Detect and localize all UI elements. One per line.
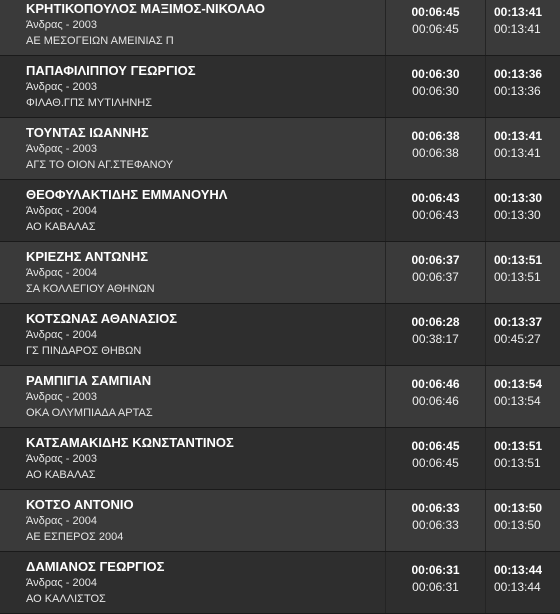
split-1-time: 00:06:31 <box>411 563 460 577</box>
athlete-gender-year: Άνδρας - 2004 <box>26 577 97 589</box>
athlete-club: ΑΓΣ ΤΟ ΟΙΟΝ ΑΓ.ΣΤΕΦΑΝΟΥ <box>26 159 174 171</box>
athlete-club: ΑΟ ΚΑΛΛΙΣΤΟΣ <box>26 593 106 605</box>
split-2-cumulative: 00:13:51 <box>494 270 541 284</box>
split-1-column <box>386 242 486 303</box>
athlete-info <box>0 242 386 303</box>
athlete-info <box>0 0 386 55</box>
split-2-cumulative: 00:45:27 <box>494 332 541 346</box>
athlete-info <box>0 180 386 241</box>
athlete-name[interactable]: ΚΟΤΣΟ ΑΝΤΟΝΙΟ <box>26 497 134 512</box>
athlete-info <box>0 56 386 117</box>
athlete-club: ΑΟ ΚΑΒΑΛΑΣ <box>26 469 96 481</box>
split-2-time: 00:13:30 <box>494 191 543 205</box>
split-2-time: 00:13:36 <box>494 67 543 81</box>
athlete-gender-year: Άνδρας - 2004 <box>26 515 97 527</box>
athlete-gender-year: Άνδρας - 2004 <box>26 329 97 341</box>
athlete-club: ΑΕ ΜΕΣΟΓΕΙΩΝ ΑΜΕΙΝΙΑΣ Π <box>26 35 174 47</box>
athlete-club: ΑΟ ΚΑΒΑΛΑΣ <box>26 221 96 233</box>
athlete-gender-year: Άνδρας - 2003 <box>26 453 97 465</box>
split-1-column <box>386 428 486 489</box>
split-2-time: 00:13:41 <box>494 5 543 19</box>
split-2-time: 00:13:51 <box>494 253 543 267</box>
split-1-cumulative: 00:06:45 <box>412 456 459 470</box>
split-1-cumulative: 00:06:46 <box>412 394 459 408</box>
split-1-cumulative: 00:06:31 <box>412 580 459 594</box>
split-2-cumulative: 00:13:36 <box>494 84 541 98</box>
split-1-time: 00:06:30 <box>411 67 460 81</box>
result-row[interactable] <box>0 180 560 242</box>
athlete-name[interactable]: ΚΑΤΣΑΜΑΚΙΔΗΣ ΚΩΝΣΤΑΝΤΙΝΟΣ <box>26 435 234 450</box>
athlete-gender-year: Άνδρας - 2003 <box>26 81 97 93</box>
split-1-cumulative: 00:06:38 <box>412 146 459 160</box>
athlete-gender-year: Άνδρας - 2004 <box>26 205 97 217</box>
split-1-column <box>386 118 486 179</box>
result-row[interactable] <box>0 56 560 118</box>
split-1-cumulative: 00:06:33 <box>412 518 459 532</box>
result-row[interactable] <box>0 366 560 428</box>
athlete-name[interactable]: ΚΡΗΤΙΚΟΠΟΥΛΟΣ ΜΑΞΙΜΟΣ-ΝΙΚΟΛΑΟ <box>26 1 266 16</box>
athlete-name[interactable]: ΘΕΟΦΥΛΑΚΤΙΔΗΣ ΕΜΜΑΝΟΥΗΛ <box>26 187 228 202</box>
athlete-info <box>0 552 386 613</box>
split-2-cumulative: 00:13:44 <box>494 580 541 594</box>
split-2-time: 00:13:54 <box>494 377 543 391</box>
athlete-club: ΑΕ ΕΣΠΕΡΟΣ 2004 <box>26 531 124 543</box>
split-1-column <box>386 56 486 117</box>
split-1-cumulative: 00:06:43 <box>412 208 459 222</box>
split-2-cumulative: 00:13:51 <box>494 456 541 470</box>
split-1-column <box>386 304 486 365</box>
athlete-info <box>0 366 386 427</box>
athlete-info <box>0 428 386 489</box>
split-2-column <box>486 366 560 427</box>
split-2-column <box>486 118 560 179</box>
athlete-info <box>0 490 386 551</box>
split-1-time: 00:06:33 <box>411 501 460 515</box>
athlete-info <box>0 304 386 365</box>
athlete-gender-year: Άνδρας - 2003 <box>26 19 97 31</box>
athlete-info <box>0 118 386 179</box>
split-1-cumulative: 00:06:37 <box>412 270 459 284</box>
athlete-club: ΦΙΛΑΘ.ΓΠΣ ΜΥΤΙΛΗΝΗΣ <box>26 97 153 109</box>
athlete-club: ΓΣ ΠΙΝΔΑΡΟΣ ΘΗΒΩΝ <box>26 345 142 357</box>
result-row[interactable] <box>0 118 560 180</box>
split-2-time: 00:13:51 <box>494 439 543 453</box>
split-2-column <box>486 428 560 489</box>
split-2-column <box>486 242 560 303</box>
split-2-cumulative: 00:13:30 <box>494 208 541 222</box>
split-1-column <box>386 552 486 613</box>
result-row[interactable] <box>0 242 560 304</box>
split-2-column <box>486 490 560 551</box>
athlete-gender-year: Άνδρας - 2003 <box>26 391 97 403</box>
split-2-column <box>486 304 560 365</box>
split-1-time: 00:06:38 <box>411 129 460 143</box>
result-row[interactable] <box>0 428 560 490</box>
split-1-time: 00:06:45 <box>411 5 460 19</box>
split-2-column <box>486 552 560 613</box>
split-1-cumulative: 00:06:30 <box>412 84 459 98</box>
split-2-time: 00:13:37 <box>494 315 543 329</box>
split-1-time: 00:06:37 <box>411 253 460 267</box>
split-1-time: 00:06:28 <box>411 315 460 329</box>
split-1-column <box>386 180 486 241</box>
athlete-name[interactable]: ΡΑΜΠΙΓΙΑ ΣΑΜΠΙΑΝ <box>26 373 152 388</box>
split-2-cumulative: 00:13:54 <box>494 394 541 408</box>
split-2-column <box>486 180 560 241</box>
athlete-name[interactable]: ΚΡΙΕΖΗΣ ΑΝΤΩΝΗΣ <box>26 249 149 264</box>
result-row[interactable] <box>0 490 560 552</box>
split-1-time: 00:06:43 <box>411 191 460 205</box>
split-2-time: 00:13:44 <box>494 563 543 577</box>
athlete-name[interactable]: ΔΑΜΙΑΝΟΣ ΓΕΩΡΓΙΟΣ <box>26 559 165 574</box>
split-2-cumulative: 00:13:41 <box>494 146 541 160</box>
split-1-column <box>386 0 486 55</box>
split-1-time: 00:06:45 <box>411 439 460 453</box>
athlete-gender-year: Άνδρας - 2003 <box>26 143 97 155</box>
athlete-club: ΟΚΑ ΟΛΥΜΠΙΑΔΑ ΑΡΤΑΣ <box>26 407 153 419</box>
split-1-column <box>386 490 486 551</box>
athlete-name[interactable]: ΚΟΤΣΩΝΑΣ ΑΘΑΝΑΣΙΟΣ <box>26 311 178 326</box>
result-row[interactable] <box>0 304 560 366</box>
split-2-time: 00:13:50 <box>494 501 543 515</box>
split-2-time: 00:13:41 <box>494 129 543 143</box>
split-2-column <box>486 0 560 55</box>
split-2-column <box>486 56 560 117</box>
athlete-name[interactable]: ΠΑΠΑΦΙΛΙΠΠΟΥ ΓΕΩΡΓΙΟΣ <box>26 63 196 78</box>
split-1-column <box>386 366 486 427</box>
result-row[interactable] <box>0 552 560 614</box>
result-row[interactable] <box>0 0 560 56</box>
split-1-cumulative: 00:38:17 <box>412 332 459 346</box>
split-1-time: 00:06:46 <box>411 377 460 391</box>
athlete-club: ΣΑ ΚΟΛΛΕΓΙΟΥ ΑΘΗΝΩΝ <box>26 283 155 295</box>
split-2-cumulative: 00:13:41 <box>494 22 541 36</box>
split-1-cumulative: 00:06:45 <box>412 22 459 36</box>
athlete-gender-year: Άνδρας - 2004 <box>26 267 97 279</box>
athlete-name[interactable]: ΤΟΥΝΤΑΣ ΙΩΑΝΝΗΣ <box>26 125 149 140</box>
split-2-cumulative: 00:13:50 <box>494 518 541 532</box>
